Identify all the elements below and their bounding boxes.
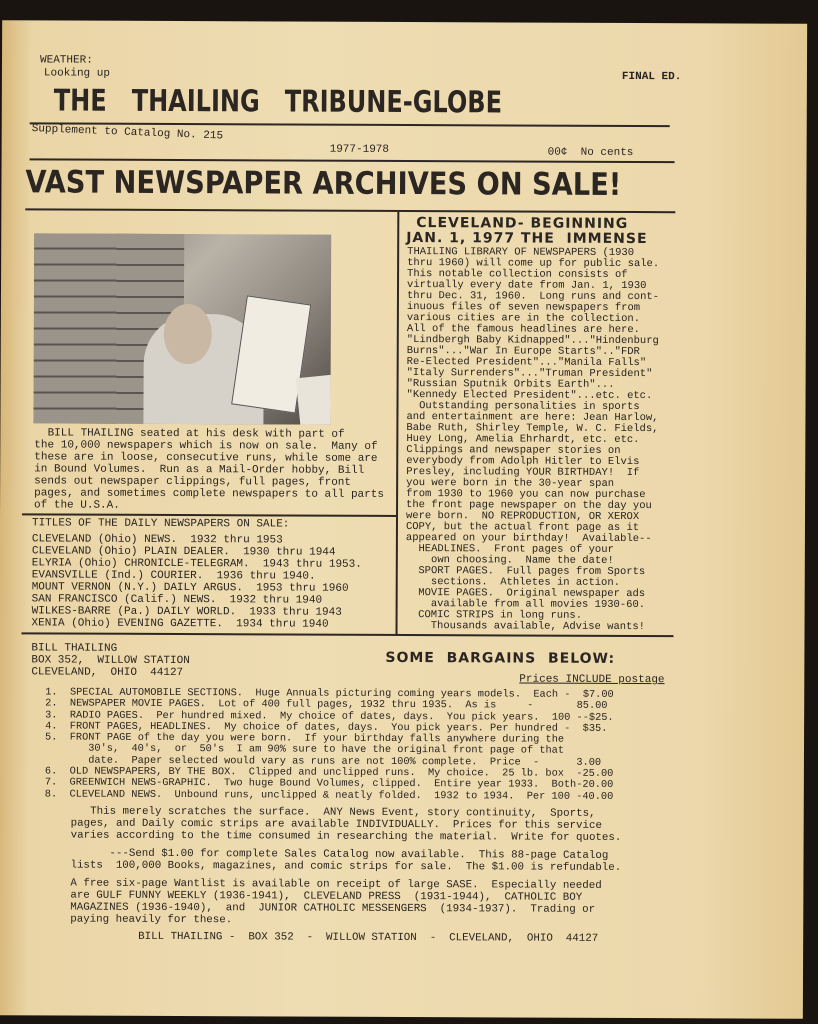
title-item: CLEVELAND (Ohio) PLAIN DEALER. 1930 thru 1944 xyxy=(31,545,336,559)
article-headline-2: JAN. 1, 1977 THE IMMENSE xyxy=(406,230,648,248)
prices-note: Prices INCLUDE postage xyxy=(519,673,665,687)
bargain-item: 1. SPECIAL AUTOMOBILE SECTIONS. Huge Annuals picturing coming years models. Each - $7.00 xyxy=(45,686,614,701)
address-line: CLEVELAND, OHIO 44127 xyxy=(31,666,184,680)
weather-value: Looking up xyxy=(43,67,110,80)
column-divider xyxy=(396,212,400,634)
title-item: ELYRIA (Ohio) CHRONICLE-TELEGRAM. 1943 thru 1953. xyxy=(31,557,362,571)
titles-heading: TITLES OF THE DAILY NEWSPAPERS ON SALE: xyxy=(31,517,290,531)
masthead-title: THE THAILING TRIBUNE-GLOBE xyxy=(53,83,503,121)
footer-paragraph-2: ---Send $1.00 for complete Sales Catalog now available. This 88-page Catalog lists 100,000 Books, magazines, and comic strips for sale. The $1.00 is refundable. xyxy=(70,847,622,874)
bargain-item: 3. RADIO PAGES. Per hundred mixed. My choice of dates, days. You pick years. 100 --$25. xyxy=(45,709,614,724)
newspaper-page xyxy=(0,20,807,1019)
bargain-item: 4. FRONT PAGES, HEADLINES. My choice of dates, days. You pick years. Per hundred - $35. xyxy=(45,720,608,735)
photo-caption: BILL THAILING seated at his desk with part of the 10,000 newspapers which is now on sale. Many of these are in loose, consecutive runs, while some are in Bound Volumes. Run as a Mail-Order hobby, Bill sends out newspaper clippings, full pages, front pages, and sometimes complete newspapers to all parts of the U.S.A. xyxy=(34,427,384,512)
price-text: 00¢ No cents xyxy=(547,146,634,160)
article-headline-1: CLEVELAND- BEGINNING xyxy=(416,215,629,232)
title-item: WILKES-BARRE (Pa.) DAILY WORLD. 1933 thru 1943 xyxy=(31,605,342,619)
edition-label: FINAL ED. xyxy=(621,70,682,84)
title-item: XENIA (Ohio) EVENING GAZETTE. 1934 thru 1940 xyxy=(31,617,329,631)
bargains-list xyxy=(45,687,614,802)
title-item: CLEVELAND (Ohio) NEWS. 1932 thru 1953 xyxy=(31,533,283,547)
address-line: BOX 352, WILLOW STATION xyxy=(31,654,190,668)
photo-bill-thailing xyxy=(33,233,331,424)
address-line: BILL THAILING xyxy=(31,642,118,655)
bargains-heading: SOME BARGAINS BELOW: xyxy=(385,649,616,667)
footer-paragraph-1: This merely scratches the surface. ANY News Event, story continuity, Sports, pages, and Daily comic strips are available INDIVIDUALLY. Prices for this service varies according to the time consumed in researching the material. Write for quotes. xyxy=(70,805,622,844)
divider xyxy=(21,632,673,637)
title-item: EVANSVILLE (Ind.) COURIER. 1936 thru 1940. xyxy=(31,569,316,583)
bargain-item: 5. FRONT PAGE of the day you were born. If your birthday falls anywhere during the 30's, 40's, or 50's I am 90% sure to have the original front page of that date. Paper selected would vary as runs are not 100% complete. Price - 3.00 xyxy=(44,731,602,769)
bargain-item: 6. OLD NEWSPAPERS, BY THE BOX. Clipped and unclipped runs. My choice. 25 lb. box -25.00 xyxy=(44,765,614,781)
bargain-item: 7. GREENWICH NEWS-GRAPHIC. Two huge Bound Volumes, clipped. Entire year 1933. Both-20.00 xyxy=(44,776,614,792)
divider xyxy=(30,158,675,163)
divider xyxy=(22,513,398,517)
titles-list xyxy=(32,533,362,630)
footer-signoff: BILL THAILING - BOX 352 - WILLOW STATION - CLEVELAND, OHIO 44127 xyxy=(138,930,599,945)
title-item: SAN FRANCISCO (Calif.) NEWS. 1932 thru 1940 xyxy=(31,593,323,607)
footer-paragraph-3: A free six-page Wantlist is available on receipt of large SASE. Especially needed are GULF FUNNY WEEKLY (1936-1941), CLEVELAND PRESS (1931-1944), CATHOLIC BOY MAGAZINES (1936-1940), and JUNIOR CATHOLIC MESSENGERS (1934-1937). Trading or paying heavily for these. xyxy=(70,877,602,927)
article-body: THAILING LIBRARY OF NEWSPAPERS (1930 thru 1960) will come up for public sale. This notable collection consists of virtually every date from Jan. 1, 1930 thru Dec. 31, 1960. Long runs and cont- inuous files of seven newspapers from various cities are in the collection. All of the famous headlines are here. "Lindbergh Baby Kidnapped"..."Hindenburg Burns"..."War In Europe Starts".."FDR Re-Elected President"..."Manila Falls" "Italy Surrenders"..."Truman President" "Russian Sputnik Orbits Earth"... "Kennedy Elected President"...etc. etc. Outstanding personalities in sports and entertainment are here: Jean Harlow, Babe Ruth, Shirley Temple, W. C. Fields, Huey Long, Amelia Ehrhardt, etc. etc. Clippings and newspaper stories on everybody from Adolph Hitler to Elvis Presley, including YOUR BIRTHDAY! If you were born in the 30-year span from 1930 to 1960 you can now purchase the front page newspaper on the day you were born. NO REPRODUCTION, OR XEROX COPY, but the actual front page as it appeared on your birthday! Available-- HEADLINES. Front pages of your own choosing. Name the date! SPORT PAGES. Full pages from Sports sections. Athletes in action. MOVIE PAGES. Original newspaper ads available from all movies 1930-60. COMIC STRIPS in long runs. Thousands available, Advise wants! xyxy=(405,246,660,634)
years-text: 1977-1978 xyxy=(329,143,390,156)
title-item: MOUNT VERNON (N.Y.) DAILY ARGUS. 1953 thru 1960 xyxy=(31,581,349,595)
supplement-text: Supplement to Catalog No. 215 xyxy=(31,123,224,143)
address-block xyxy=(31,642,190,679)
main-headline: VAST NEWSPAPER ARCHIVES ON SALE! xyxy=(25,164,622,203)
bargain-item: 8. CLEVELAND NEWS. Unbound runs, unclipped & neatly folded. 1932 to 1934. Per 100 -40.00 xyxy=(44,788,614,803)
weather-label: WEATHER: xyxy=(39,54,93,67)
bargain-item: 2. NEWSPAPER MOVIE PAGES. Lot of 400 full pages, 1932 thru 1935. As is - 85.00 xyxy=(45,697,608,713)
divider xyxy=(25,208,675,213)
